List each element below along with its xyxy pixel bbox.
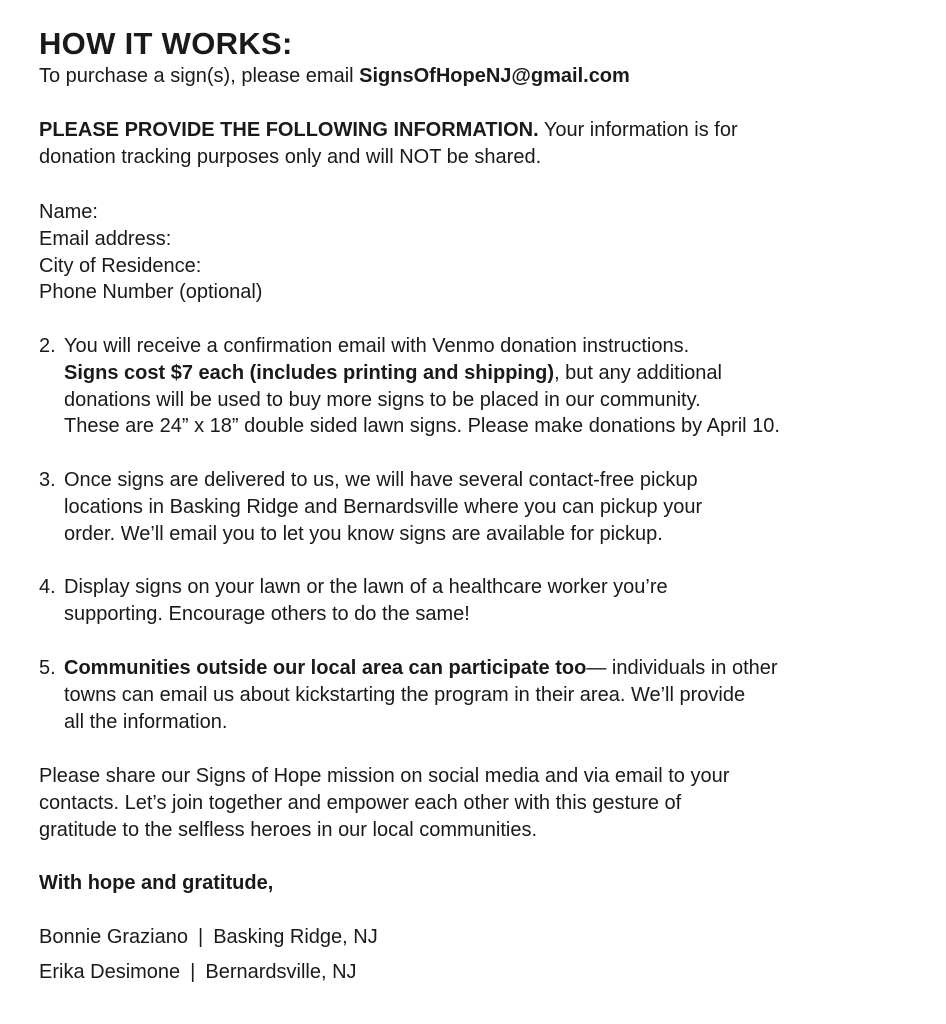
page-title: HOW IT WORKS: xyxy=(39,26,293,61)
step-number: 4. xyxy=(39,576,56,598)
step-line: , but any additional xyxy=(554,361,722,384)
field-city: City of Residence: xyxy=(39,254,202,277)
communities-statement: Communities outside our local area can participate too xyxy=(64,657,587,679)
step-number: 3. xyxy=(39,469,56,491)
signoff: With hope and gratitude, xyxy=(39,872,274,894)
required-fields-list xyxy=(39,199,262,306)
signature-separator: | xyxy=(197,926,204,948)
closing-line: gratitude to the selfless heroes in our local communities. xyxy=(39,818,538,841)
field-phone: Phone Number (optional) xyxy=(39,281,263,304)
contact-email: SignsOfHopeNJ@gmail.com xyxy=(359,65,630,87)
signer-location: Basking Ridge, NJ xyxy=(213,926,378,948)
info-paragraph xyxy=(39,117,919,171)
closing-line: contacts. Let’s join together and empower each other with this gesture of xyxy=(39,791,682,814)
step-line: all the information. xyxy=(64,710,228,733)
info-heading: PLEASE PROVIDE THE FOLLOWING INFORMATION. xyxy=(39,119,539,141)
step-line: You will receive a confirmation email with Venmo donation instructions. xyxy=(64,335,690,357)
step-4 xyxy=(39,574,919,628)
signature-separator: | xyxy=(190,961,196,983)
field-email: Email address: xyxy=(39,227,172,250)
step-line: supporting. Encourage others to do the same! xyxy=(64,602,470,625)
info-line-2: donation tracking purposes only and will NOT be shared. xyxy=(39,145,542,168)
step-line: towns can email us about kickstarting the program in their area. We’ll provide xyxy=(64,683,746,706)
intro-text: To purchase a sign(s), please email xyxy=(39,65,360,87)
step-number: 2. xyxy=(39,335,56,357)
signature-bonnie xyxy=(39,924,378,950)
closing-line: Please share our Signs of Hope mission on social media and via email to your xyxy=(39,765,730,787)
field-name: Name: xyxy=(39,201,98,223)
step-line: — individuals in other xyxy=(586,657,778,679)
signature-erika xyxy=(39,959,357,985)
step-line: order. We’ll email you to let you know signs are available for pickup. xyxy=(64,522,663,545)
signer-location: Bernardsville, NJ xyxy=(205,961,357,983)
intro-paragraph xyxy=(39,63,919,90)
step-line: donations will be used to buy more signs to be placed in our community. xyxy=(64,388,701,411)
info-line-1: Your information is for xyxy=(538,119,738,141)
step-line: These are 24” x 18” double sided lawn signs. Please make donations by April 10. xyxy=(64,415,780,438)
step-2 xyxy=(39,333,919,440)
step-number: 5. xyxy=(39,657,56,679)
signer-name: Bonnie Graziano xyxy=(39,926,188,948)
signer-name: Erika Desimone xyxy=(39,961,181,983)
step-line: Once signs are delivered to us, we will have several contact-free pickup xyxy=(64,469,698,491)
step-line: Display signs on your lawn or the lawn of a healthcare worker you’re xyxy=(64,576,668,598)
step-3 xyxy=(39,467,919,547)
closing-paragraph xyxy=(39,763,919,843)
price-statement: Signs cost $7 each (includes printing and shipping) xyxy=(64,361,555,384)
step-line: locations in Basking Ridge and Bernardsville where you can pickup your xyxy=(64,495,703,518)
step-5 xyxy=(39,655,919,735)
